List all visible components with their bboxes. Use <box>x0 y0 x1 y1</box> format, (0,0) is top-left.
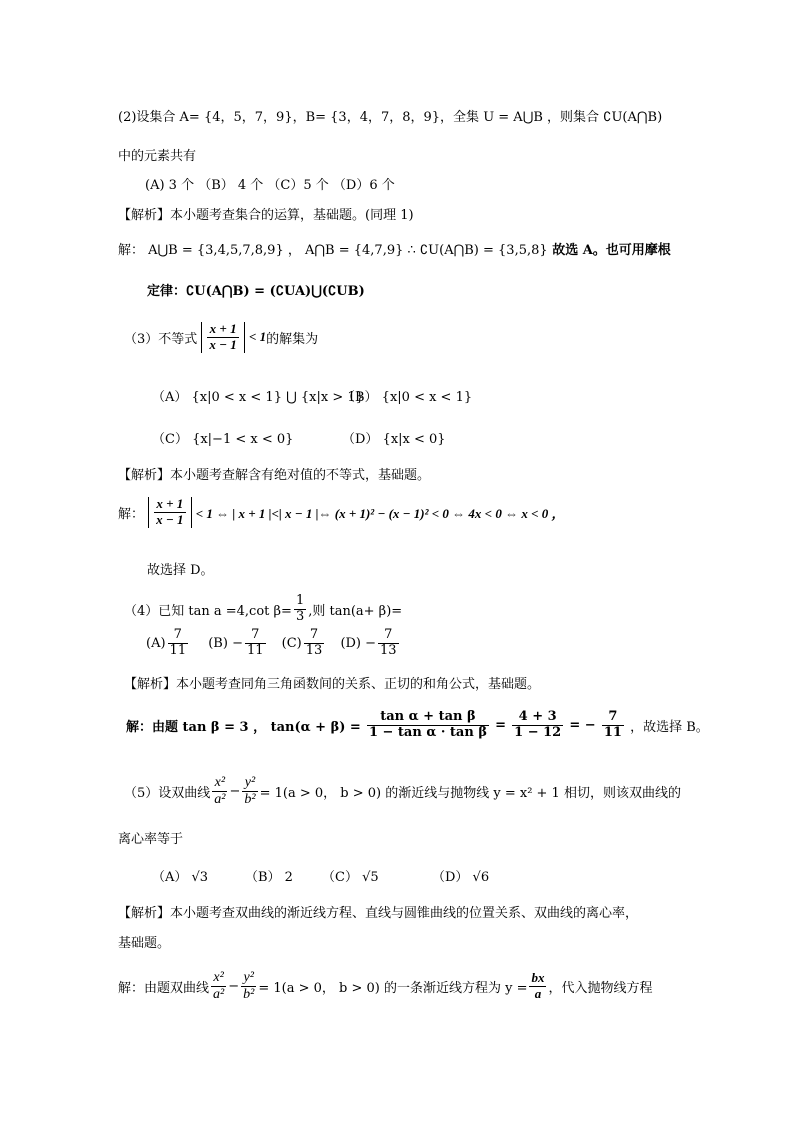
q4-statement <box>124 594 402 625</box>
q2-solution-text: 解： A⋃B = {3,4,5,7,8,9} ， A⋂B = {4,7,9} ∴ ∁U(A⋂B) = {3,5,8} <box>118 243 548 258</box>
q3-solution <box>118 497 565 528</box>
q3-option-d: （D） {x|x < 0} <box>342 432 446 447</box>
q3-analysis: 【解析】本小题考查解含有绝对值的不等式，基础题。 <box>118 468 431 483</box>
q3-solution-prefix: 解： <box>118 506 145 522</box>
q4-solution-frac2 <box>512 710 563 741</box>
q4-opt-c-frac <box>304 628 325 659</box>
q2-options: (A) 3 个 （B） 4 个 （C）5 个 （D）6 个 <box>145 178 395 193</box>
q5-solution-frac1-num: x² <box>211 970 226 987</box>
q5-solution-minus: − <box>228 979 240 995</box>
q3-denominator: x − 1 <box>209 336 237 352</box>
q4-opt-d-num: 7 <box>378 628 399 644</box>
q3-tail: 的解集为 <box>266 331 319 347</box>
q5-solution-mid: = 1(a > 0， b > 0) 的一条渐近线方程为 y = <box>258 981 528 997</box>
q5-solution-frac2-den: b² <box>243 987 255 1003</box>
q4-options <box>146 628 401 659</box>
q5-solution-frac3 <box>529 971 546 1002</box>
q5-hyp-frac2 <box>242 775 257 808</box>
q4-opt-c-num: 7 <box>304 628 325 644</box>
q5-analysis-line1: 【解析】本小题考查双曲线的渐近线方程、直线与圆锥曲线的位置关系、双曲线的离心率， <box>118 906 639 921</box>
q5-solution-frac3-den: a <box>534 986 542 1002</box>
q4-solution-frac3 <box>602 710 624 741</box>
q2-solution-line2: 定律：∁U(A⋂B) = (∁UA)⋃(∁UB) <box>147 284 365 299</box>
q4-solution-frac2-den: 1 − 12 <box>514 724 562 740</box>
q4-opt-b-den: 11 <box>246 642 264 658</box>
q3-solution-abs <box>148 497 191 528</box>
q5-solution-frac2 <box>241 970 256 1003</box>
q3-abs-expression <box>201 322 244 353</box>
q4-solution-tail: ，故选择 B。 <box>630 719 709 735</box>
q3-solution-fraction <box>154 497 185 528</box>
q5-analysis-line2: 基础题。 <box>118 936 171 951</box>
q4-opt-a-num: 7 <box>168 628 189 644</box>
q3-option-c: （C） {x|−1 < x < 0} <box>152 432 294 447</box>
q2-solution-conclusion: 故选 A。也可用摩根 <box>547 243 671 258</box>
q4-opt-c-label: (C) <box>281 635 302 651</box>
q3-solution-numerator: x + 1 <box>154 497 185 513</box>
q4-opt-d-label: (D) − <box>340 635 377 651</box>
q4-cot-den: 3 <box>295 608 305 624</box>
q3-solution-denominator: x − 1 <box>156 511 184 527</box>
q5-option-b: （B） 2 <box>245 870 293 885</box>
q5-solution-frac1 <box>211 970 226 1003</box>
q4-solution-frac1 <box>367 710 489 741</box>
q4-solution-frac1-den: 1 − tan α · tan β <box>368 724 487 740</box>
q3-relation: < 1 <box>248 329 267 345</box>
q5-solution <box>118 970 652 1003</box>
q5-option-d: （D） √6 <box>432 870 490 885</box>
q4-tail: ,则 tan(a+ β)= <box>308 603 403 619</box>
q3-fraction <box>207 322 238 353</box>
q4-opt-b-num: 7 <box>245 628 266 644</box>
q4-opt-d-den: 13 <box>380 642 397 658</box>
q3-conclusion: 故选择 D。 <box>147 563 214 578</box>
q3-option-b: （B） {x|0 < x < 1} <box>342 390 473 405</box>
q3-label: （3）不等式 <box>124 331 198 347</box>
q5-solution-tail: ，代入抛物线方程 <box>548 981 653 997</box>
q5-hyp-num1: x² <box>212 775 227 792</box>
q4-solution-frac1-num: tan α + tan β <box>367 710 489 726</box>
q4-solution <box>126 710 709 741</box>
q5-minus: − <box>229 784 241 800</box>
q4-opt-a-label: (A) <box>146 635 166 651</box>
q4-solution-eq3: = − <box>569 717 596 733</box>
q5-option-c: （C） √5 <box>322 870 379 885</box>
q3-statement <box>124 322 318 353</box>
q4-opt-c-den: 13 <box>305 642 323 658</box>
q5-hyp-tail: = 1(a > 0， b > 0) 的渐近线与抛物线 y = x² + 1 相切，则该双曲线的 <box>259 786 681 802</box>
q4-label: （4）已知 tan a =4,cot β= <box>124 603 292 619</box>
q5-solution-prefix: 解：由题双曲线 <box>118 981 210 997</box>
q5-hyp-frac1 <box>212 775 227 808</box>
q4-opt-a-den: 11 <box>169 642 187 658</box>
q5-hyp-den2: b² <box>244 792 256 808</box>
q4-solution-frac3-den: 11 <box>603 724 622 740</box>
q5-hyp-num2: y² <box>242 775 257 792</box>
q3-option-a: （A） {x|0 < x < 1} ⋃ {x|x > 1} <box>152 390 364 405</box>
q5-statement <box>124 775 681 808</box>
q4-solution-eq2: = <box>495 717 506 733</box>
q4-opt-d-frac <box>378 628 399 659</box>
q3-solution-body: < 1 ⇔ | x + 1 |<| x − 1 |⇔ (x + 1)² − (x − 1)² < 0 ⇔ 4x < 0 ⇔ x < 0 ， <box>195 505 565 521</box>
q5-hyp-den1: a² <box>214 792 226 808</box>
q4-opt-b-label: (B) − <box>208 635 243 651</box>
q4-cot-fraction <box>294 594 306 625</box>
q5-option-a: （A） √3 <box>152 870 209 885</box>
q2-line1: (2)设集合 A= {4，5，7，9}，B= {3，4，7，8，9}，全集 U = A⋃B ，则集合 ∁U(A⋂B) <box>118 110 663 125</box>
q2-solution-line1 <box>118 241 671 261</box>
q4-solution-frac3-num: 7 <box>602 710 624 726</box>
q4-solution-frac2-num: 4 + 3 <box>512 710 563 726</box>
q2-analysis: 【解析】本小题考查集合的运算，基础题。(同理 1) <box>118 208 414 223</box>
q2-line2: 中的元素共有 <box>118 149 197 164</box>
q5-solution-frac2-num: y² <box>241 970 256 987</box>
q4-cot-num: 1 <box>295 593 305 608</box>
q4-solution-prefix: 解：由题 tan β = 3 ， tan(α + β) = <box>126 719 361 735</box>
q5-solution-frac1-den: a² <box>213 987 225 1003</box>
q5-solution-frac3-num: bx <box>531 970 545 986</box>
q4-analysis: 【解析】本小题考查同角三角函数间的关系、正切的和角公式，基础题。 <box>124 677 541 692</box>
q4-opt-a-frac <box>168 628 189 659</box>
q4-opt-b-frac <box>245 628 266 659</box>
q5-line2: 离心率等于 <box>118 832 184 847</box>
q5-label: （5）设双曲线 <box>124 786 211 802</box>
q3-numerator: x + 1 <box>207 322 238 338</box>
